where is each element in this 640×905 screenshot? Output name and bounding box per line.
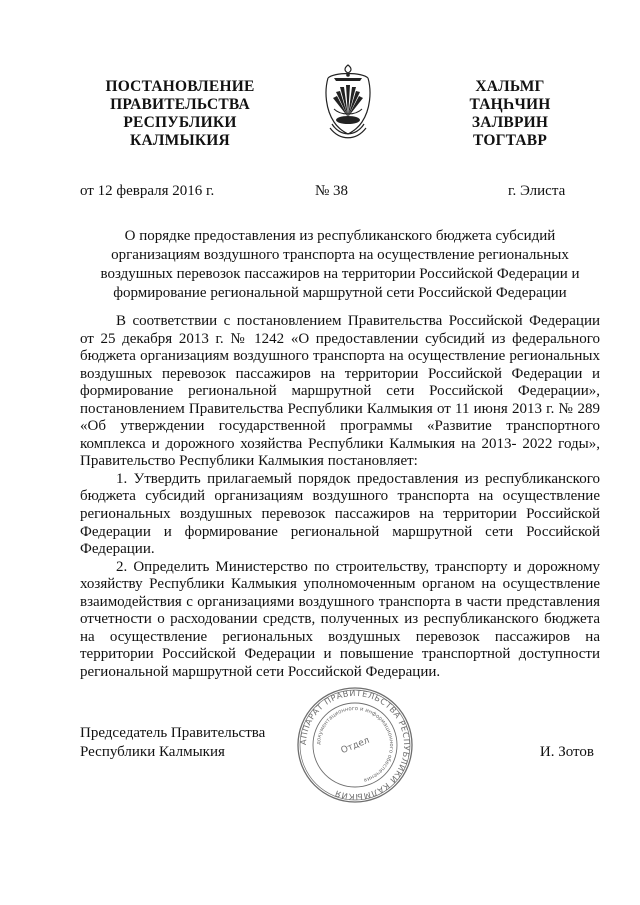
title-line: воздушных перевозок пассажиров на территории Российской Федерации и [100,266,580,282]
header-line: РЕСПУБЛИКИ [123,114,237,131]
signer-position [80,724,600,762]
document-date: от 12 февраля 2016 г. [80,183,215,199]
item-2-paragraph: 2. Определить Министерство по строительству, транспорту и дорожному хозяйству Республики Калмыкия уполномоченным органом на осуществление взаимодействия с организациями воздушного транспорта в части представления отчетности о расходовании средств, полученных из республиканского бюджета на осуществление региональных воздушных перевозок пассажиров на территории Российской Федерации и повышение транспортной доступности региональной маршрутной сети Российской Федерации. [80,558,600,680]
header-line: ПОСТАНОВЛЕНИЕ [105,78,255,95]
header-kalmyk-title [455,78,565,150]
signer-position-line: Республики Калмыкия [80,744,225,760]
document-title [80,227,600,303]
header-line: ХАЛЬМГ [475,78,545,95]
document-body [80,313,600,681]
header-line: КАЛМЫКИЯ [130,132,230,149]
title-line: О порядке предоставления из республиканского бюджета субсидий [124,228,556,244]
preamble-paragraph: В соответствии с постановлением Правительства Российской Федерации от 25 декабря 2013 г. № 1242 «О предоставлении субсидий из федерального бюджета организациям воздушного транспорта на осуществление региональных воздушных перевозок пассажиров на территории Российской Федерации и формирование региональной маршрутной сети Российской Федерации», постановлением Правительства Республики Калмыкия от 11 июня 2013 г. № 289 «Об утверждении государственной программы «Развитие транспортного комплекса и дорожного хозяйства Республики Калмыкия на 2013- 2022 годы», Правительство Республики Калмыкия постановляет: [80,313,600,470]
signature-block [80,724,600,762]
header-line: ТОГТАВР [472,132,548,149]
item-1-paragraph: 1. Утвердить прилагаемый порядок предоставления из республиканского бюджета субсидий организациям воздушного транспорта на осуществление региональных воздушных перевозок пассажиров на территории Российской Федерации и формирование региональной маршрутной сети Российской Федерации. [80,470,600,558]
header-line: ЗАЛВРИН [471,114,549,131]
signer-name: И. Зотов [539,744,594,760]
document-city: г. Элиста [508,183,566,199]
signer-position-line: Председатель Правительства [80,725,266,741]
document-number: № 38 [315,183,349,199]
header-line: ПРАВИТЕЛЬСТВА [110,96,250,113]
stamp-center-text: Отдел [339,735,372,757]
stamp-outer-text: АППАРАТ ПРАВИТЕЛЬСТВА РЕСПУБЛИКИ КАЛМЫКИЯ [297,687,413,803]
header-russian-title [92,78,268,150]
title-line: организациям воздушного транспорта на осуществление региональных [111,247,569,263]
header-line: ТАҢҺЧИН [469,96,551,113]
kalmykia-emblem-icon [320,62,376,142]
stamp-inner-text: документационного и информационного обеспечения [315,705,395,783]
title-line: формирование региональной маршрутной сети Российской Федерации [113,285,567,301]
